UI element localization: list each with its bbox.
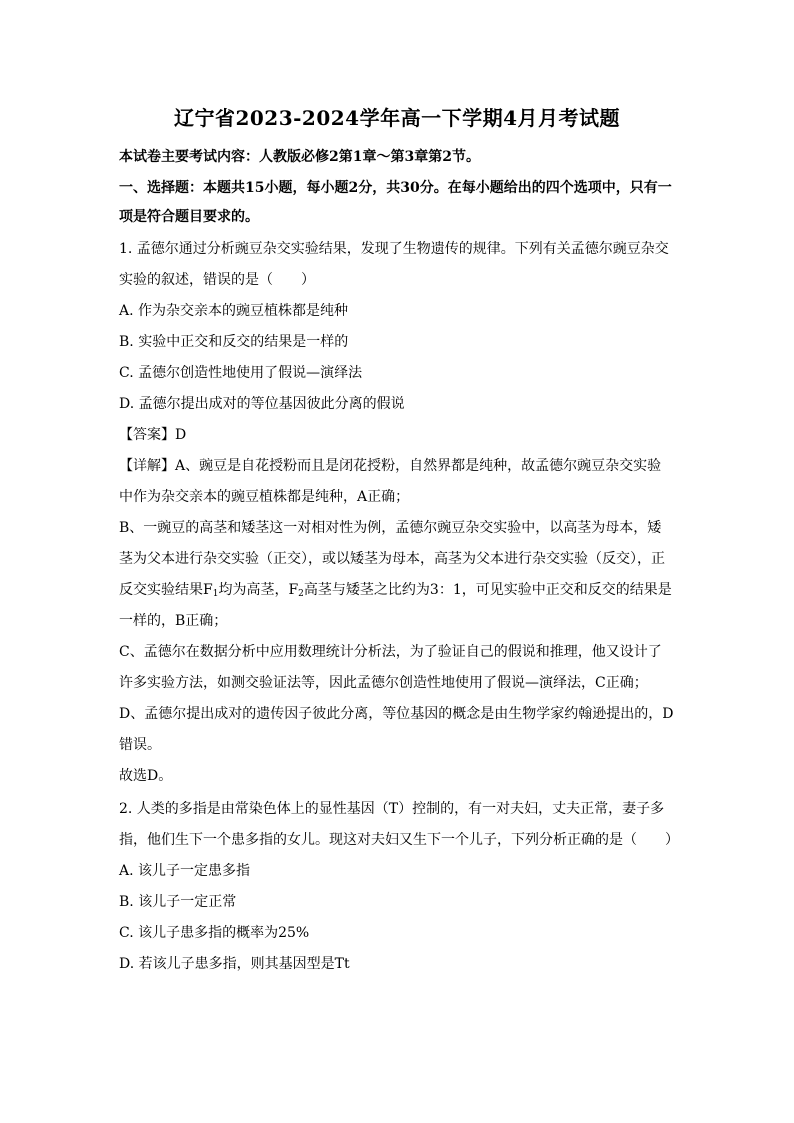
option-c: C. 该儿子患多指的概率为25%: [119, 925, 310, 941]
option-b: B. 实验中正交和反交的结果是一样的: [119, 334, 349, 350]
document-content: [119, 104, 679, 980]
conclusion: 故选D。: [119, 768, 173, 784]
explanation-b-text-3: 高茎与矮茎之比约为3：1，可见实验中正交和反交的结果是一样的，B正确；: [119, 582, 672, 629]
explanation-b-text-1: B、一豌豆的高茎和矮茎这一对相对性为例，孟德尔豌豆杂交实验中，以高茎为母本，矮茎为父本进行杂交实验（正交），或以矮茎为母本，高茎为父本进行杂交实验（反交），正反交实验结果F: [119, 520, 665, 598]
exam-scope: 本试卷主要考试内容：人教版必修2第1章～第3章第2节。: [119, 149, 480, 165]
option-d: D. 孟德尔提出成对的等位基因彼此分离的假说: [119, 396, 405, 412]
explanation-b-text-2: 均为高茎，F: [218, 582, 299, 598]
option-c: C. 孟德尔创造性地使用了假说—演绎法: [119, 365, 363, 381]
option-a: A. 作为杂交亲本的豌豆植株都是纯种: [119, 303, 349, 319]
page-title: 辽宁省2023-2024学年高一下学期4月月考试题: [173, 106, 621, 130]
subscript-f1: 1: [212, 589, 219, 599]
question-stem: 2. 人类的多指是由常染色体上的显性基因（T）控制的，有一对夫妇，丈夫正常，妻子多指，他们生下一个患多指的女儿。现这对夫妇又生下一个儿子，下列分析正确的是（ ）: [119, 801, 679, 848]
explanation-b: [119, 513, 675, 637]
answer-line: 【答案】D: [119, 427, 187, 443]
subscript-f2: 2: [298, 589, 304, 599]
option-a: A. 该儿子一定患多指: [119, 863, 251, 879]
option-d: D. 若该儿子患多指，则其基因型是Tt: [119, 956, 350, 972]
option-b: B. 该儿子一定正常: [119, 894, 237, 910]
explanation-d: D、孟德尔提出成对的遗传因子彼此分离，等位基因的概念是由生物学家约翰逊提出的，D错误。: [119, 706, 674, 753]
question-2: [119, 794, 679, 980]
question-1: [119, 234, 675, 792]
section-heading: 一、选择题：本题共15小题，每小题2分，共30分。在每小题给出的四个选项中，只有一项是符合题目要求的。: [119, 180, 672, 225]
explanation-a: 【详解】A、豌豆是自花授粉而且是闭花授粉，自然界都是纯种，故孟德尔豌豆杂交实验中作为杂交亲本的豌豆植株都是纯种，A正确；: [119, 458, 662, 505]
explanation-c: C、孟德尔在数据分析中应用数理统计分析法，为了验证自己的假说和推理，他又设计了许多实验方法，如测交验证法等，因此孟德尔创造性地使用了假说—演绎法，C正确；: [119, 644, 662, 691]
question-stem: 1. 孟德尔通过分析豌豆杂交实验结果，发现了生物遗传的规律。下列有关孟德尔豌豆杂交实验的叙述，错误的是（ ）: [119, 241, 669, 288]
